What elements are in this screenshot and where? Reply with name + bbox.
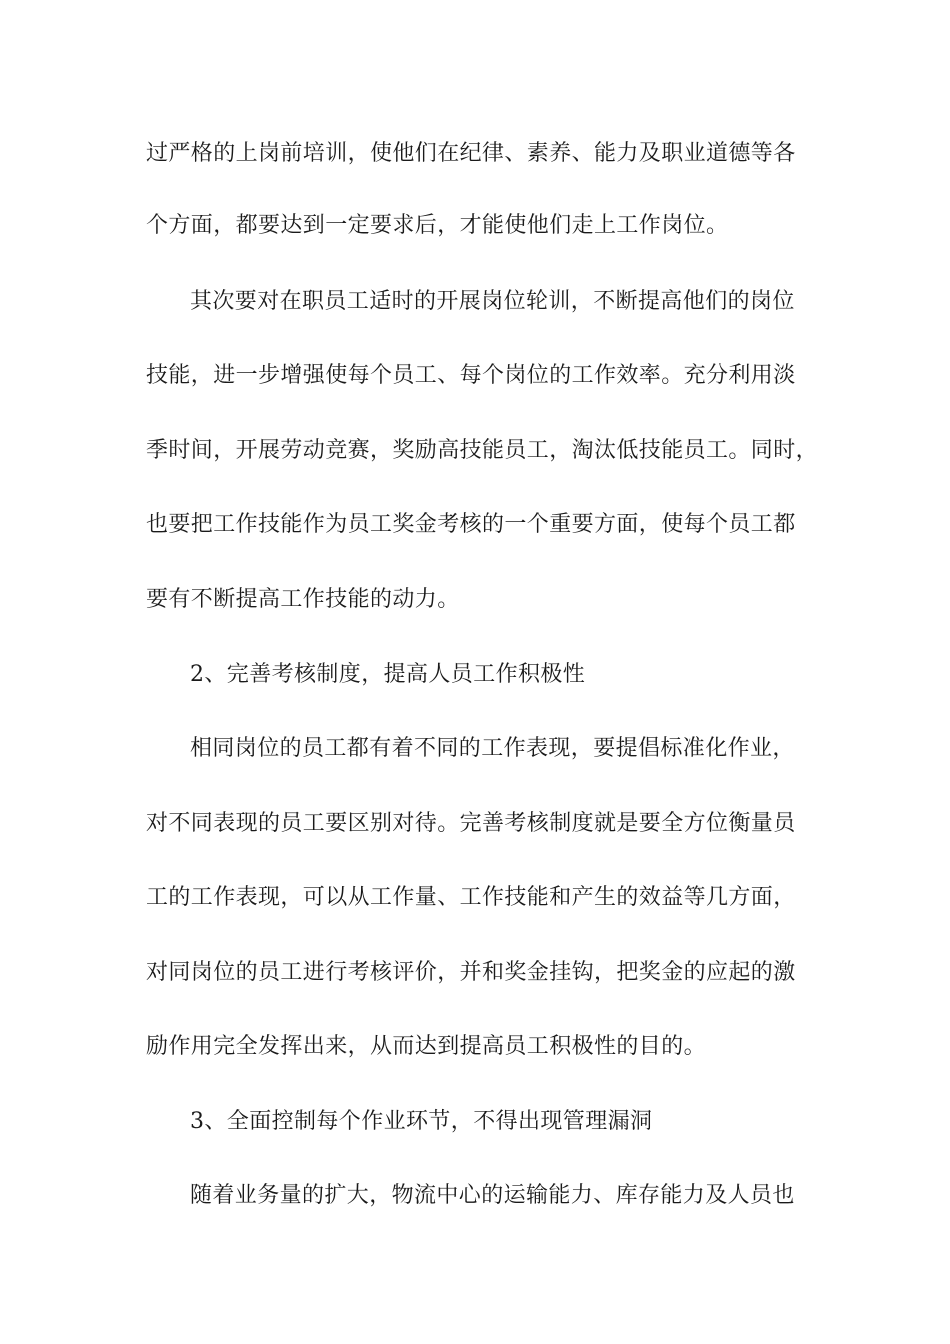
section-heading-3: 3、全面控制每个作业环节，不得出现管理漏洞 (190, 1109, 653, 1134)
paragraph-first-line: 其次要对在职员工适时的开展岗位轮训，不断提高他们的岗位 (190, 289, 795, 314)
body-text-line: 个方面，都要达到一定要求后，才能使他们走上工作岗位。 (146, 213, 729, 238)
body-text-line: 对同岗位的员工进行考核评价，并和奖金挂钩，把奖金的应起的激 (146, 960, 796, 985)
section-heading-2: 2、完善考核制度，提高人员工作积极性 (190, 662, 586, 687)
body-text-line: 工的工作表现，可以从工作量、工作技能和产生的效益等几方面， (146, 885, 796, 910)
paragraph-first-line: 相同岗位的员工都有着不同的工作表现，要提倡标准化作业， (190, 736, 795, 761)
body-text-line: 要有不断提高工作技能的动力。 (146, 587, 460, 612)
body-text-line: 技能，进一步增强使每个员工、每个岗位的工作效率。充分利用淡 (146, 363, 796, 388)
body-text-line: 过严格的上岗前培训，使他们在纪律、素养、能力及职业道德等各 (146, 141, 796, 166)
body-text-line: 励作用完全发挥出来，从而达到提高员工积极性的目的。 (146, 1034, 707, 1059)
paragraph-first-line: 随着业务量的扩大，物流中心的运输能力、库存能力及人员也 (190, 1183, 795, 1208)
body-text-line: 对不同表现的员工要区别对待。完善考核制度就是要全方位衡量员 (146, 811, 796, 836)
body-text-line: 季时间，开展劳动竞赛，奖励高技能员工，淘汰低技能员工。同时， (146, 438, 819, 463)
body-text-line: 也要把工作技能作为员工奖金考核的一个重要方面，使每个员工都 (146, 512, 796, 537)
